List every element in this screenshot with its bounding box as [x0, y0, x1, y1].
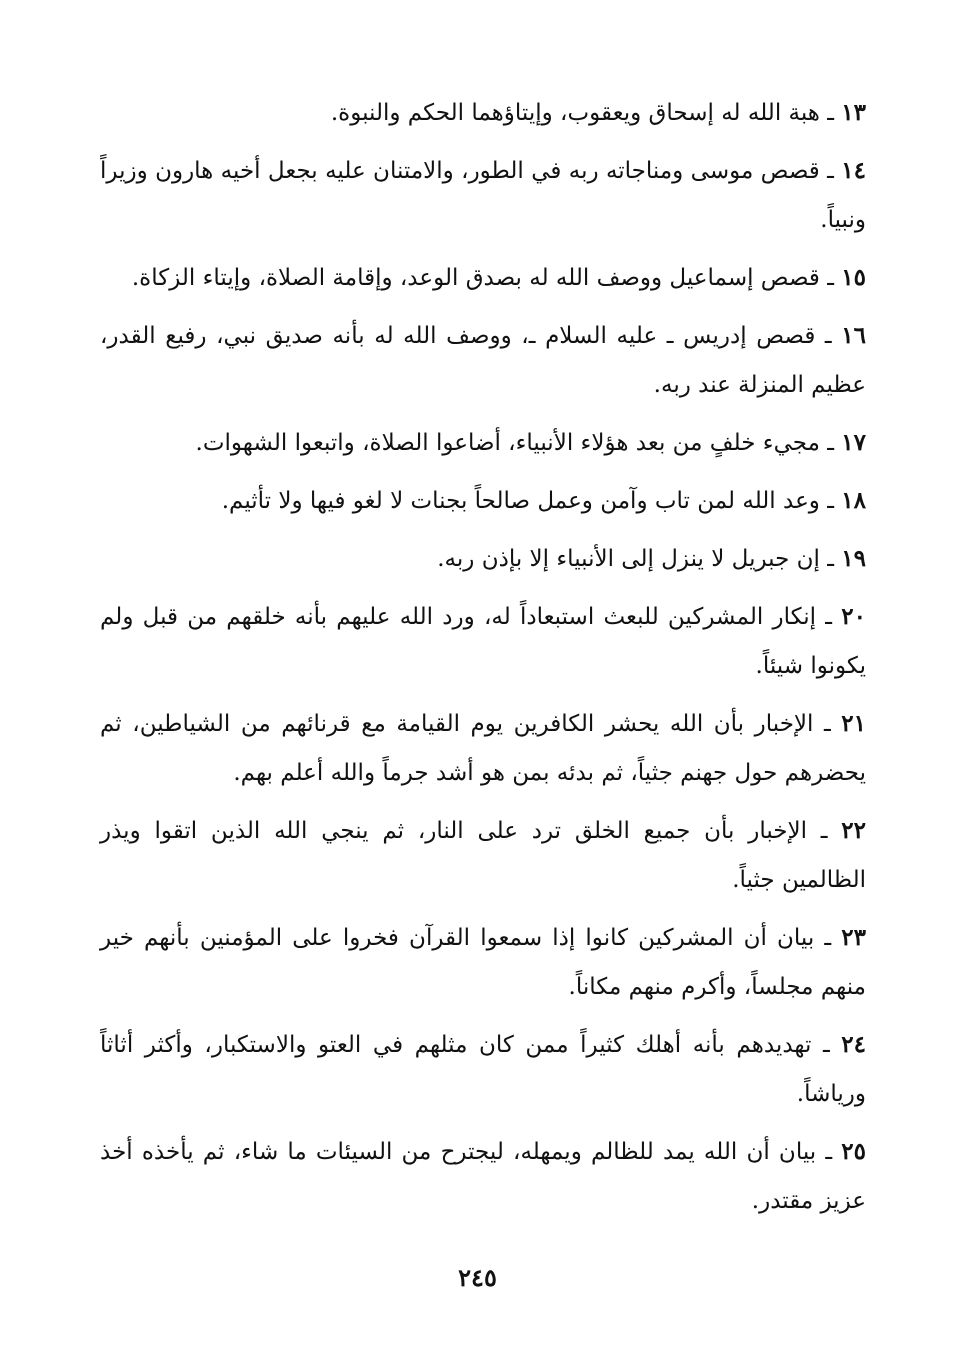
points-list — [100, 88, 866, 1234]
item-number: ١٦ — [841, 322, 867, 349]
item-number: ٢٢ — [841, 817, 867, 844]
list-item — [100, 534, 866, 584]
list-item — [100, 146, 866, 245]
item-text: ـ قصص إدريس ـ عليه السلام ـ، ووصف الله له بأنه صديق نبي، رفيع القدر، عظيم المنزلة عند ربه. — [100, 323, 866, 398]
item-number: ٢٣ — [841, 924, 867, 951]
item-number: ١٩ — [841, 545, 866, 572]
list-item — [100, 699, 866, 798]
item-number: ١٣ — [841, 99, 866, 126]
list-item — [100, 1020, 866, 1119]
item-number: ٢٥ — [841, 1138, 866, 1165]
item-text: ـ إن جبريل لا ينزل إلى الأنبياء إلا بإذن ربه. — [437, 546, 834, 572]
item-text: ـ قصص إسماعيل ووصف الله له بصدق الوعد، وإقامة الصلاة، وإيتاء الزكاة. — [131, 265, 834, 291]
item-number: ١٨ — [841, 487, 866, 514]
page-number: ٢٤٥ — [458, 1263, 497, 1292]
item-number: ٢١ — [841, 710, 866, 737]
item-text: ـ تهديدهم بأنه أهلك كثيراً ممن كان مثلهم في العتو والاستكبار، وأكثر أثاثاً ورياشاً. — [100, 1032, 866, 1107]
item-number: ١٧ — [841, 429, 866, 456]
item-text: ـ بيان أن المشركين كانوا إذا سمعوا القرآن فخروا على المؤمنين بأنهم خير منهم مجلساً، وأكرم منهم مكاناً. — [100, 925, 866, 1000]
item-number: ١٥ — [841, 264, 866, 291]
list-item — [100, 253, 866, 303]
list-item — [100, 913, 866, 1012]
item-text: ـ إنكار المشركين للبعث استبعاداً له، ورد الله عليهم بأنه خلقهم من قبل ولم يكونوا شيئاً. — [100, 604, 866, 679]
list-item — [100, 418, 866, 468]
item-number: ٢٠ — [841, 603, 866, 630]
item-number: ١٤ — [841, 157, 866, 184]
item-number: ٢٤ — [841, 1031, 866, 1058]
item-text: ـ وعد الله لمن تاب وآمن وعمل صالحاً بجنات لا لغو فيها ولا تأثيم. — [221, 488, 834, 514]
list-item — [100, 88, 866, 138]
item-text: ـ بيان أن الله يمد للظالم ويمهله، ليجترح من السيئات ما شاء، ثم يأخذه أخذ عزيز مقتدر. — [100, 1139, 866, 1214]
item-text: ـ الإخبار بأن الله يحشر الكافرين يوم القيامة مع قرنائهم من الشياطين، ثم يحضرهم حول جهنم جثياً، ثم بدئه بمن هو أشد جرماً والله أعلم بهم. — [100, 711, 866, 786]
item-text: ـ هبة الله له إسحاق ويعقوب، وإيتاؤهما الحكم والنبوة. — [330, 100, 834, 126]
item-text: ـ الإخبار بأن جميع الخلق ترد على النار، ثم ينجي الله الذين اتقوا ويذر الظالمين جثياً. — [100, 818, 866, 893]
item-text: ـ مجيء خلفٍ من بعد هؤلاء الأنبياء، أضاعوا الصلاة، واتبعوا الشهوات. — [195, 430, 834, 456]
item-text: ـ قصص موسى ومناجاته ربه في الطور، والامتنان عليه بجعل أخيه هارون وزيراً ونبياً. — [100, 158, 866, 233]
list-item — [100, 592, 866, 691]
list-item — [100, 806, 866, 905]
list-item — [100, 1127, 866, 1226]
list-item — [100, 476, 866, 526]
list-item — [100, 311, 866, 410]
